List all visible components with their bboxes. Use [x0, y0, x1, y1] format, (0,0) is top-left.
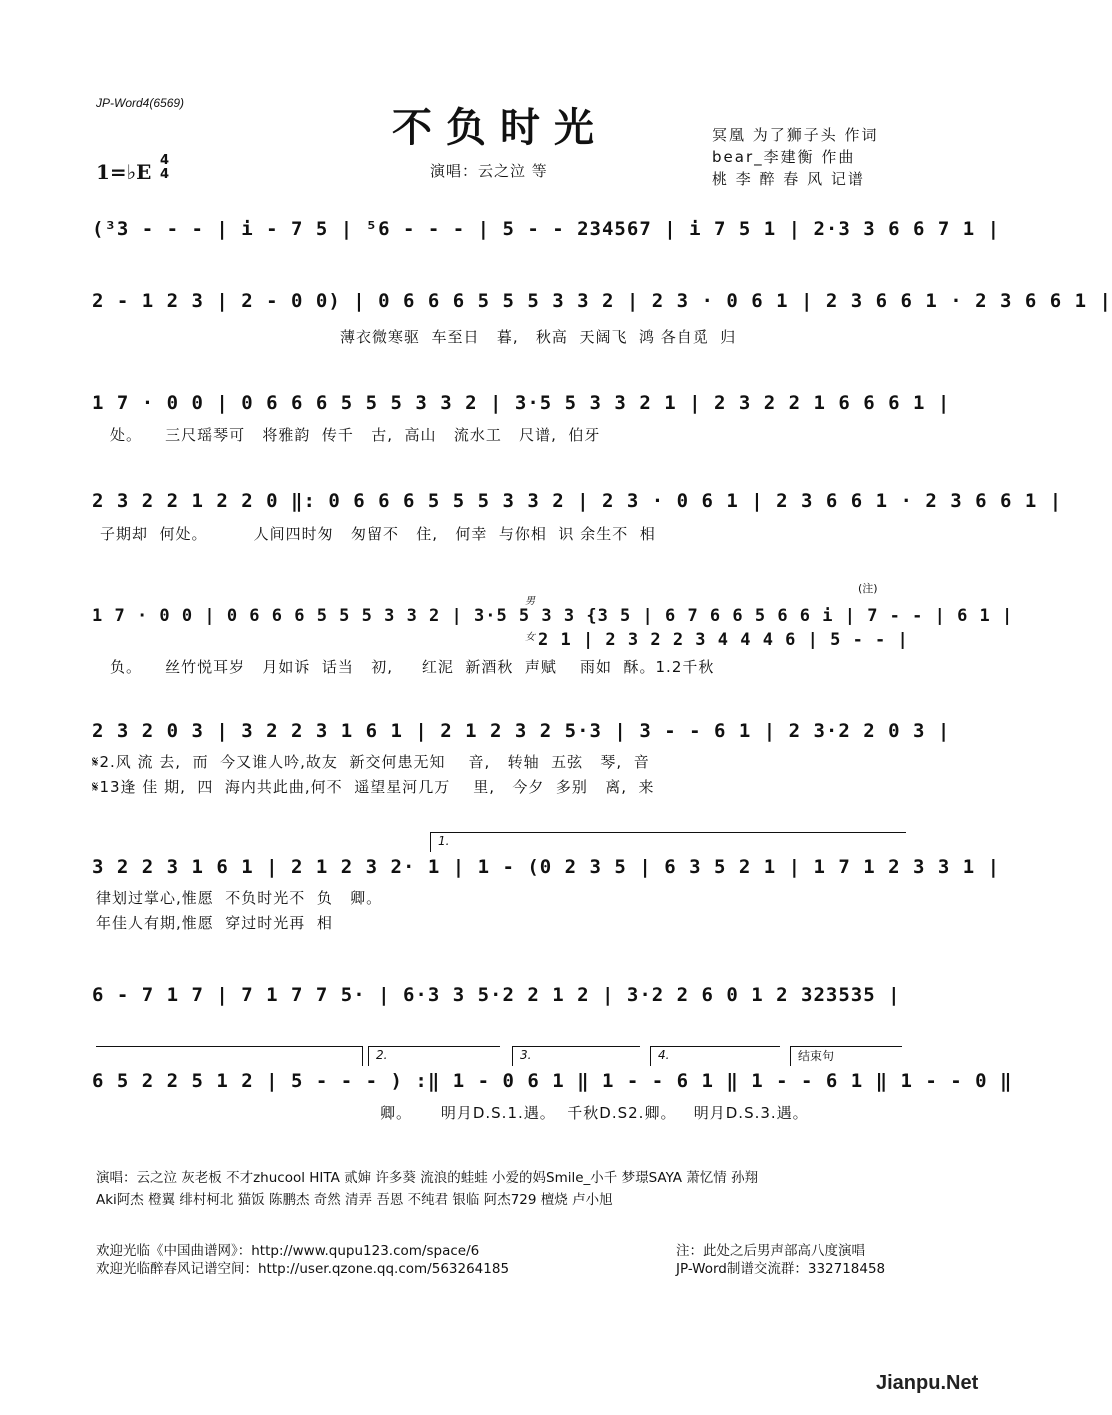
lyric-line-1: 薄衣微寒驱 车至日 暮, 秋高 天阔飞 鸿 各自觅 归	[340, 328, 737, 346]
lyric-line-6: 𝄋13逢 佳 期, 四 海内共此曲,何不 遥望星河几万 里, 今夕 多别 离, 来	[92, 778, 655, 796]
ending-4-label: 4.	[658, 1048, 670, 1062]
ending-1-bracket-top	[430, 832, 906, 833]
ending-2-bracket-top	[368, 1046, 500, 1047]
welcome-links	[96, 1242, 509, 1278]
ending-final-label: 结束句	[798, 1049, 835, 1063]
lyricist-credit: 冥凰 为了狮子头 作词	[712, 126, 879, 144]
score-line-8: 6 - 7 1 7 | 7 1 7 7 5· | 6·3 3 5·2 2 1 2 | 3·2 2 6 0 1 2 323535 |	[92, 984, 901, 1006]
song-title: 不负时光	[392, 104, 608, 151]
site-watermark: Jianpu.Net	[876, 1372, 979, 1394]
ending-3-label: 3.	[520, 1048, 532, 1062]
ending-final-bracket-left	[790, 1046, 791, 1066]
ending-1-bracket-left	[430, 832, 431, 852]
welcome-link-2[interactable]: 欢迎光临醉春风记谱空间：http://user.qzone.qq.com/563264185	[96, 1261, 510, 1277]
note-marker: (注)	[858, 582, 878, 595]
performer-list-line-2: Aki阿杰 橙翼 绯村柯北 猫饭 陈鹏杰 奇然 清弄 吾恩 不纯君 银临 阿杰729 檀烧 卢小旭	[96, 1192, 613, 1208]
welcome-link-1[interactable]: 欢迎光临《中国曲谱网》：http://www.qupu123.com/space/6	[96, 1243, 480, 1259]
repeat-bracket-right	[362, 1046, 363, 1066]
ending-1-label: 1.	[438, 834, 450, 848]
transcriber-credit: 桃 李 醉 春 风 记谱	[712, 170, 865, 188]
performer-list	[96, 1167, 896, 1211]
footer-note-2: JP-Word制谱交流群：332718458	[676, 1261, 886, 1277]
time-signature	[160, 154, 169, 182]
key-signature: 1=♭E	[96, 160, 152, 184]
lyric-line-8: 年佳人有期,惟愿 穿过时光再 相	[96, 914, 333, 932]
voice-male-tag: 男	[525, 596, 535, 607]
repeat-bracket-top	[96, 1046, 362, 1047]
score-line-3: 1 7 · 0 0 | 0 6 6 6 5 5 5 3 3 2 | 3·5 5 3 3 2 1 | 2 3 2 2 1 6 6 6 1 |	[92, 392, 951, 414]
score-line-2: 2 - 1 2 3 | 2 - 0 0) | 0 6 6 6 5 5 5 3 3 2 | 2 3 · 0 6 1 | 2 3 6 6 1 · 2 3 6 6 1 |	[92, 290, 1112, 312]
lyric-line-5: 𝄋2.风 流 去, 而 今又谁人吟,故友 新交何患无知 音, 转轴 五弦 琴, 音	[92, 753, 650, 771]
ending-3-bracket-left	[512, 1046, 513, 1066]
footer-note-1: 注：此处之后男声部高八度演唱	[676, 1243, 865, 1259]
score-line-9: 6 5 2 2 5 1 2 | 5 - - - ) :‖ 1 - 0 6 1 ‖ 1 - - 6 1 ‖ 1 - - 6 1 ‖ 1 - - 0 ‖	[92, 1070, 1013, 1092]
performer-list-line-1: 演唱：云之泣 灰老板 不才zhucool HITA 贰婶 许多葵 流浪的蛙蛙 小爱的妈Smile_小千 梦璟SAYA 萧忆情 孙翔	[96, 1170, 759, 1186]
ending-4-bracket-top	[650, 1046, 780, 1047]
score-line-4: 2 3 2 2 1 2 2 0 ‖: 0 6 6 6 5 5 5 3 3 2 | 2 3 · 0 6 1 | 2 3 6 6 1 · 2 3 6 6 1 |	[92, 490, 1063, 512]
score-line-6: 2 3 2 0 3 | 3 2 2 3 1 6 1 | 2 1 2 3 2 5·3 | 3 - - 6 1 | 2 3·2 2 0 3 |	[92, 720, 951, 742]
ending-3-bracket-top	[512, 1046, 640, 1047]
voice-female-tag: 女	[525, 632, 535, 643]
composer-credit: bear_李建衡 作曲	[712, 148, 856, 166]
score-line-7: 3 2 2 3 1 6 1 | 2 1 2 3 2· 1 | 1 - (0 2 3 5 | 6 3 5 2 1 | 1 7 1 2 3 3 1 |	[92, 856, 1001, 878]
meter-top: 4	[160, 153, 170, 168]
ending-2-bracket-left	[368, 1046, 369, 1066]
ending-2-label: 2.	[376, 1048, 388, 1062]
meter-bottom: 4	[160, 167, 170, 182]
lyric-line-4: 负。 丝竹悦耳岁 月如诉 话当 初, 红泥 新酒秋 声赋 雨如 酥。1.2千秋	[110, 658, 715, 676]
female-part: 2 1 | 2 3 2 2 3 4 4 4 6 | 5 - - |	[538, 630, 909, 650]
footer-notes	[676, 1242, 885, 1278]
lyric-line-7: 律划过掌心,惟愿 不负时光不 负 卿。	[96, 889, 383, 907]
score-line-5: 1 7 · 0 0 | 0 6 6 6 5 5 5 3 3 2 | 3·5 5 3 3 {3 5 | 6 7 6 6 5 6 6 i | 7 - - | 6 1 |	[92, 606, 1014, 626]
lyric-line-2: 处。 三尺瑶琴可 将雅韵 传千 古, 高山 流水工 尺谱, 伯牙	[110, 426, 601, 444]
credits	[712, 124, 879, 190]
lyric-line-3: 子期却 何处。 人间四时匆 匆留不 住, 何幸 与你相 识 余生不 相	[100, 525, 656, 543]
software-version: JP-Word4(6569)	[96, 96, 185, 110]
score-line-1: (³3 - - - | i - 7 5 | ⁵6 - - - | 5 - - 234567 | i 7 5 1 | 2·3 3 6 6 7 1 |	[92, 218, 1001, 240]
performer-line: 演唱：云之泣 等	[430, 162, 548, 180]
ending-4-bracket-left	[650, 1046, 651, 1066]
lyric-line-9: 卿。 明月D.S.1.遇。 千秋D.S2.卿。 明月D.S.3.遇。	[380, 1104, 809, 1122]
